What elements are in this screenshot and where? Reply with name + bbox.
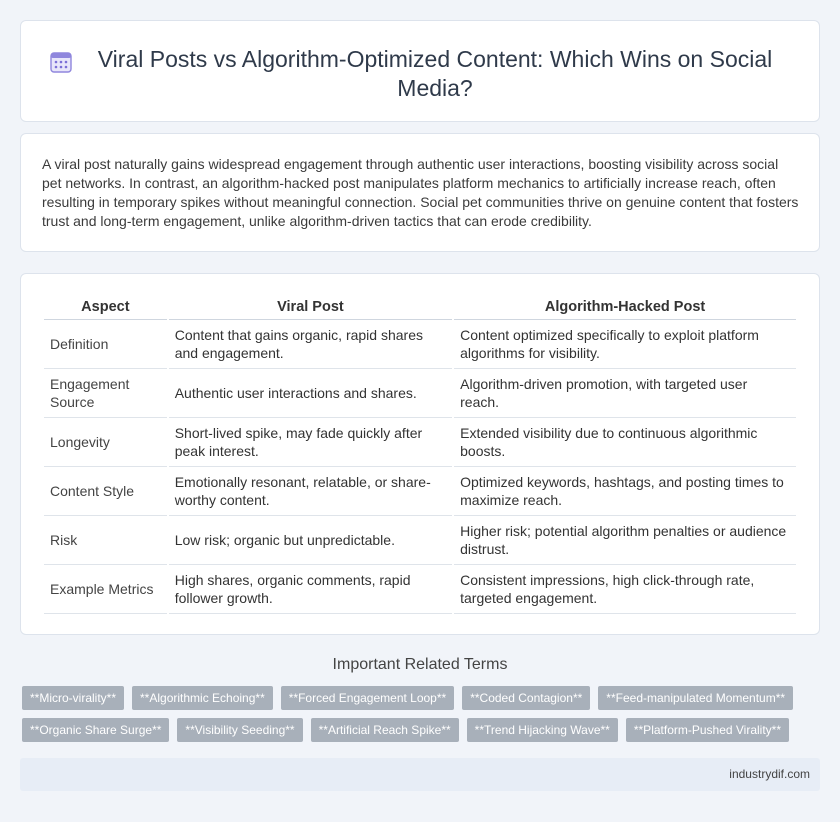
intro-card (20, 133, 820, 252)
viral-cell: Content that gains organic, rapid shares and engagement. (169, 320, 452, 369)
tag-row (22, 718, 822, 742)
tag-row (22, 686, 822, 710)
table-row (44, 418, 796, 467)
tag-forced-engagement-loop[interactable]: **Forced Engagement Loop** (281, 686, 454, 710)
header-algorithm-hacked-post: Algorithm-Hacked Post (454, 296, 796, 320)
tag-algorithmic-echoing[interactable]: **Algorithmic Echoing** (132, 686, 273, 710)
calendar-icon (49, 50, 73, 74)
aspect-cell: Definition (44, 320, 167, 369)
tag-micro-virality[interactable]: **Micro-virality** (22, 686, 124, 710)
tag-coded-contagion[interactable]: **Coded Contagion** (462, 686, 590, 710)
table-row (44, 320, 796, 369)
hacked-cell: Extended visibility due to continuous algorithmic boosts. (454, 418, 796, 467)
table-row (44, 516, 796, 565)
hacked-cell: Higher risk; potential algorithm penalties or audience distrust. (454, 516, 796, 565)
viral-cell: Authentic user interactions and shares. (169, 369, 452, 418)
tag-trend-hijacking-wave[interactable]: **Trend Hijacking Wave** (467, 718, 618, 742)
viral-cell: Short-lived spike, may fade quickly after peak interest. (169, 418, 452, 467)
table-row (44, 565, 796, 614)
header-viral-post: Viral Post (169, 296, 452, 320)
table-row (44, 467, 796, 516)
hacked-cell: Content optimized specifically to exploit platform algorithms for visibility. (454, 320, 796, 369)
comparison-table (42, 296, 798, 614)
aspect-cell: Risk (44, 516, 167, 565)
tag-organic-share-surge[interactable]: **Organic Share Surge** (22, 718, 169, 742)
aspect-cell: Longevity (44, 418, 167, 467)
tag-feed-manipulated-momentum[interactable]: **Feed-manipulated Momentum** (598, 686, 793, 710)
related-terms-heading: Important Related Terms (332, 656, 508, 673)
hacked-cell: Consistent impressions, high click-through rate, targeted engagement. (454, 565, 796, 614)
table-row (44, 369, 796, 418)
viral-cell: High shares, organic comments, rapid follower growth. (169, 565, 452, 614)
comparison-table-card (20, 273, 820, 635)
intro-paragraph: A viral post naturally gains widespread engagement through authentic user interactions, boosting visibility across social pet networks. In contrast, an algorithm-hacked post manipulates platform mechanics to artificially increase reach, often resulting in temporary spikes without meaningful connection. Social pet communities thrive on genuine content that fosters trust and long-term engagement, unlike algorithm-driven tactics that can erode credibility. (42, 156, 799, 229)
footer (20, 758, 820, 791)
hacked-cell: Algorithm-driven promotion, with targeted user reach. (454, 369, 796, 418)
aspect-cell: Content Style (44, 467, 167, 516)
viral-cell: Low risk; organic but unpredictable. (169, 516, 452, 565)
title-wrap (21, 45, 819, 103)
tag-platform-pushed-virality[interactable]: **Platform-Pushed Virality** (626, 718, 789, 742)
table-header-row (44, 296, 796, 320)
aspect-cell: Engagement Source (44, 369, 167, 418)
viral-cell: Emotionally resonant, relatable, or share-worthy content. (169, 467, 452, 516)
footer-site-link[interactable]: industrydif.com (729, 767, 810, 781)
tag-visibility-seeding[interactable]: **Visibility Seeding** (177, 718, 302, 742)
tag-artificial-reach-spike[interactable]: **Artificial Reach Spike** (311, 718, 459, 742)
title-card (20, 20, 820, 122)
header-aspect: Aspect (44, 296, 167, 320)
related-terms-tags (22, 686, 822, 750)
hacked-cell: Optimized keywords, hashtags, and posting times to maximize reach. (454, 467, 796, 516)
aspect-cell: Example Metrics (44, 565, 167, 614)
page-title: Viral Posts vs Algorithm-Optimized Content: Which Wins on Social Media? (97, 46, 773, 101)
